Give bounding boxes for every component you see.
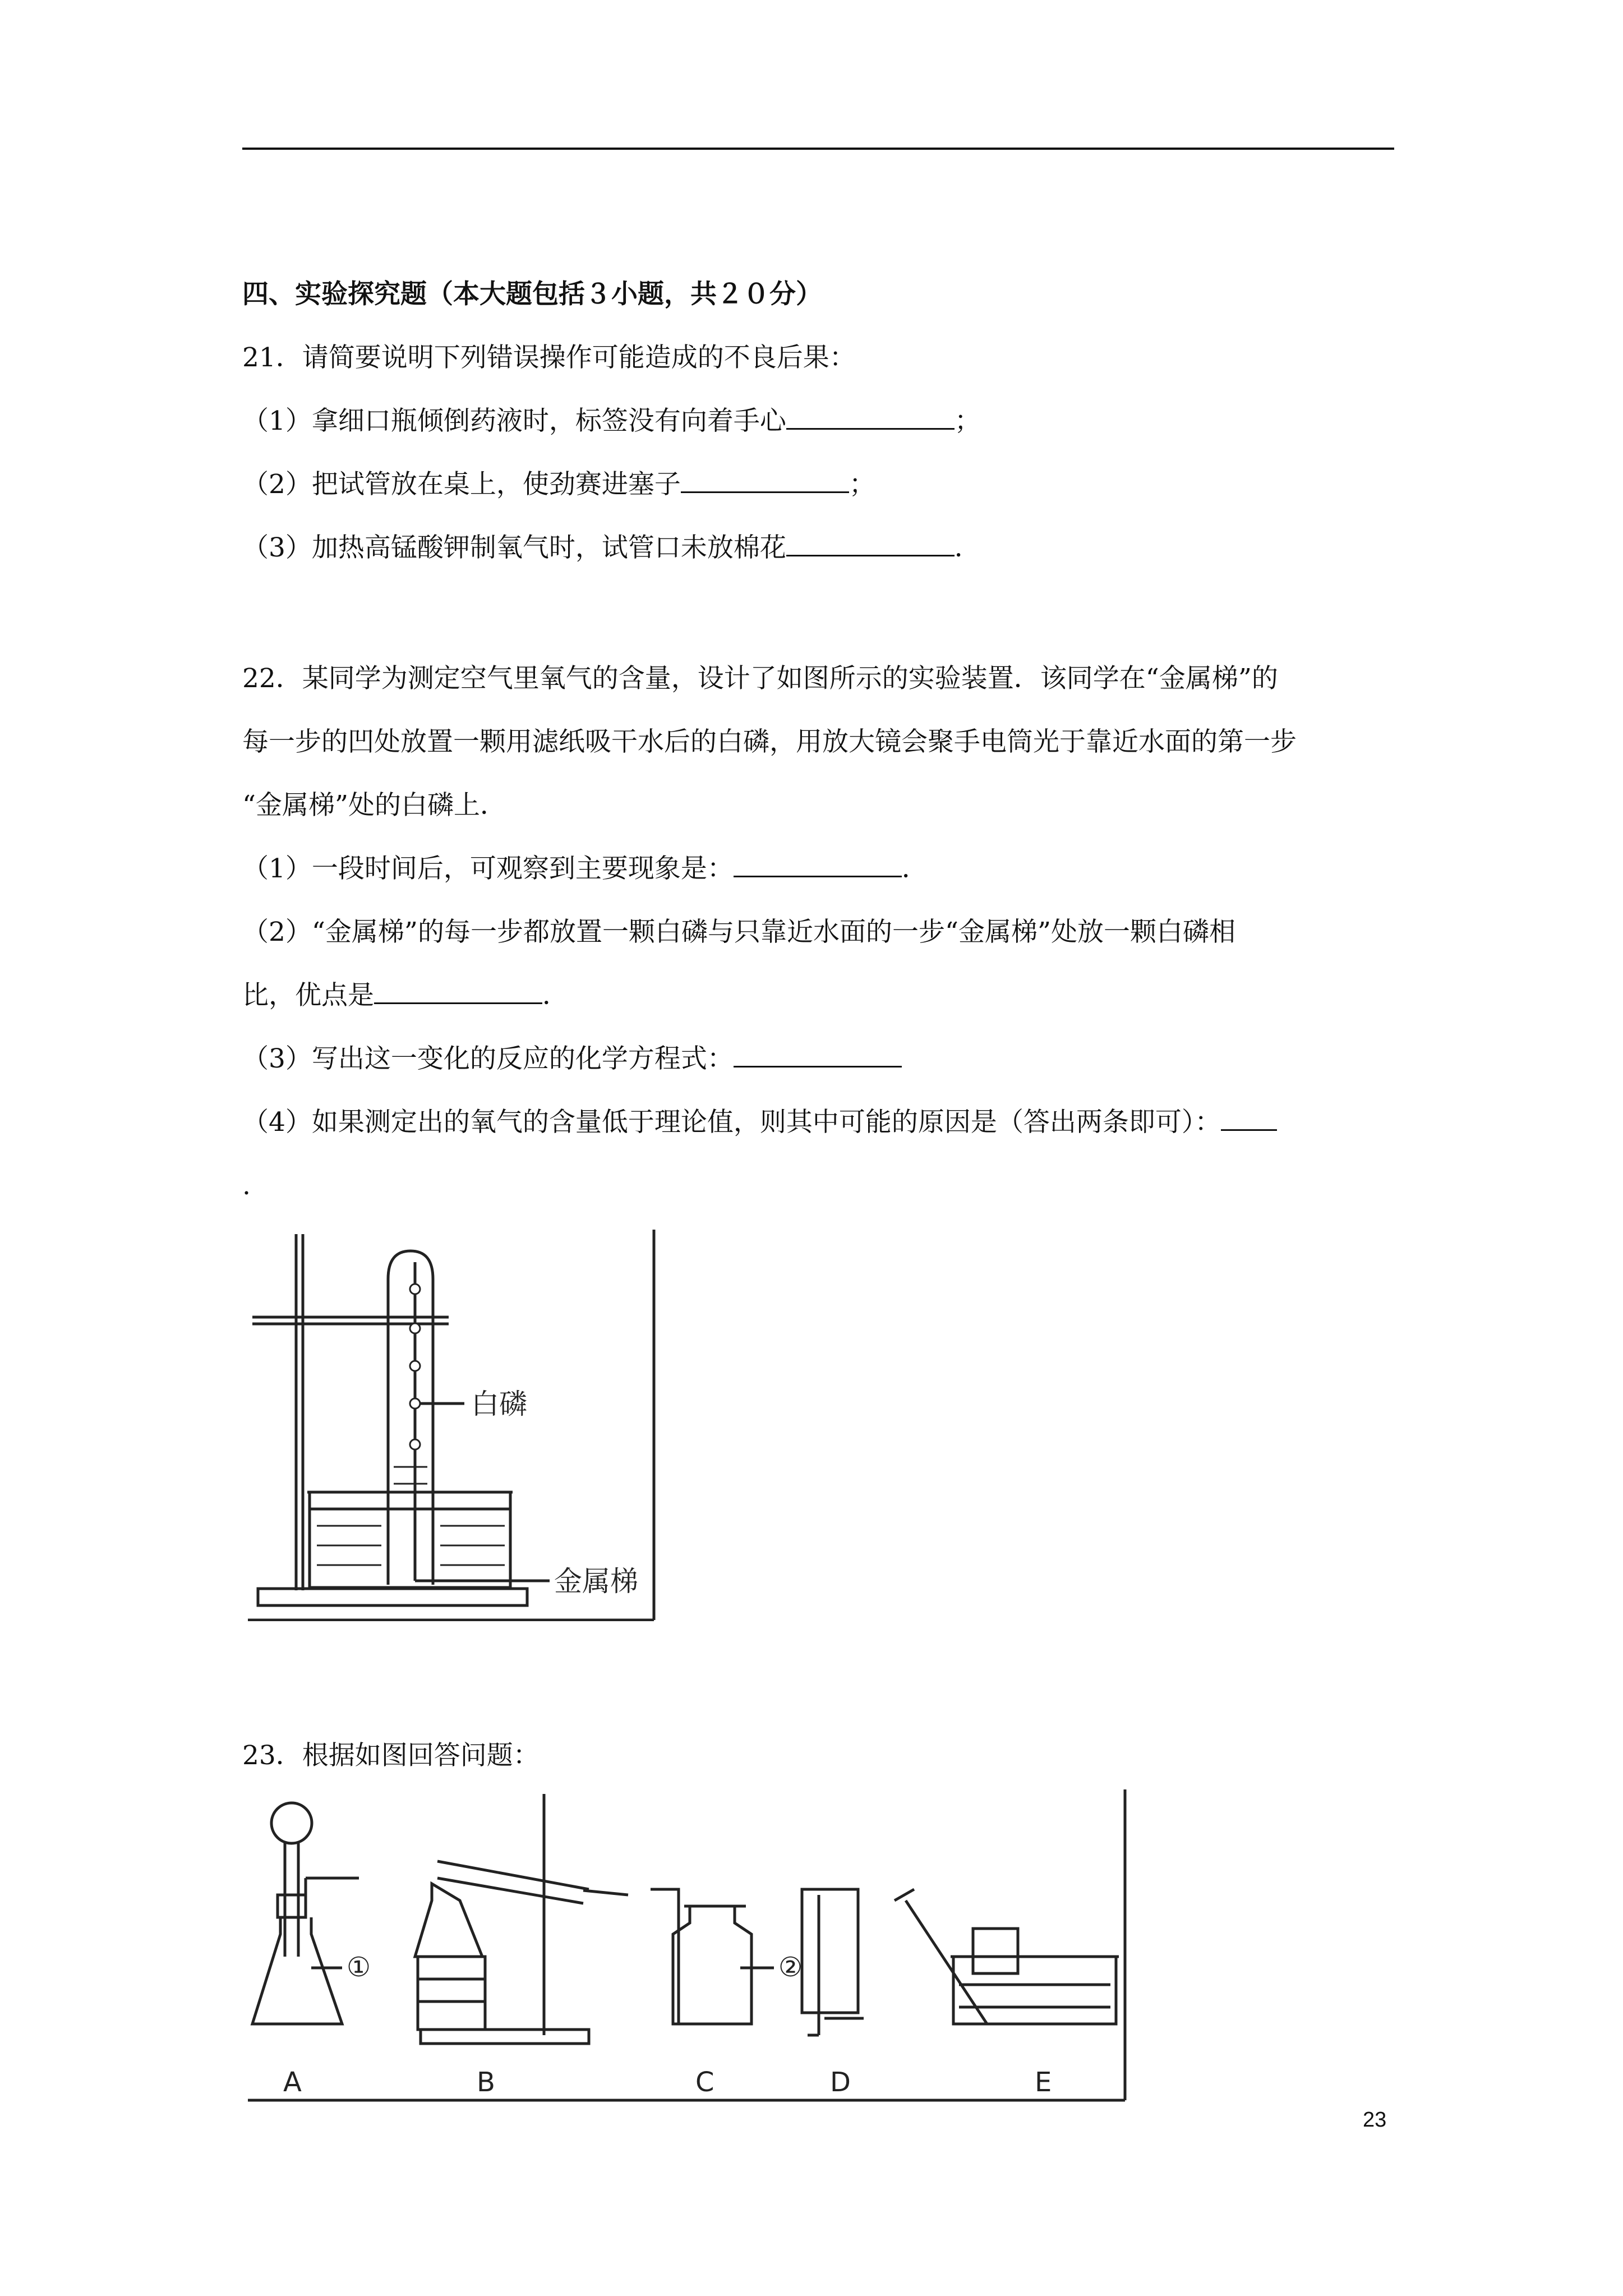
punct: ． xyxy=(901,853,928,884)
punct: ； xyxy=(849,469,875,500)
apparatus-b xyxy=(415,1794,628,2044)
answer-blank[interactable] xyxy=(374,980,542,1004)
apparatus-d xyxy=(802,1889,864,2035)
apparatus-c xyxy=(651,1889,774,2024)
header-rule xyxy=(242,148,1394,150)
punct: ． xyxy=(542,980,569,1011)
q23-apparatus-figure xyxy=(247,1788,1127,2102)
apparatus-e xyxy=(895,1889,1119,2024)
q21-item-2-text: （2）把试管放在桌上，使劲赛进塞子 xyxy=(242,469,681,500)
q21-item-1 xyxy=(242,404,981,438)
q21-stem: 21．请简要说明下列错误操作可能造成的不良后果： xyxy=(242,342,856,373)
q22-stem-line-3: “金属梯”处的白磷上． xyxy=(242,790,507,821)
q21-item-2 xyxy=(242,468,875,501)
q22-item-1-text: （1）一段时间后，可观察到主要现象是： xyxy=(242,853,734,884)
marker-2: ② xyxy=(778,1952,803,1983)
answer-blank[interactable] xyxy=(734,1043,902,1068)
q21-item-3-text: （3）加热高锰酸钾制氧气时，试管口未放棉花 xyxy=(242,532,786,563)
label-e: E xyxy=(1035,2067,1052,2098)
answer-blank[interactable] xyxy=(681,469,849,493)
q22-item-2 xyxy=(242,915,1235,949)
q22-item-2-cont-text: 比，优点是 xyxy=(242,980,374,1011)
q22-stem-line-2: 每一步的凹处放置一颗用滤纸吸干水后的白磷，用放大镜会聚手电筒光于靠近水面的第一步 xyxy=(242,726,1297,757)
answer-blank[interactable] xyxy=(786,406,955,430)
q22-item-2-cont xyxy=(242,979,569,1013)
label-c: C xyxy=(695,2067,714,2098)
punct: ． xyxy=(954,532,981,563)
q21-item-1-text: （1）拿细口瓶倾倒药液时，标签没有向着手心 xyxy=(242,406,786,436)
label-phosphorus: 白磷 xyxy=(471,1388,527,1420)
q22-apparatus-figure xyxy=(247,1228,656,1621)
marker-1: ① xyxy=(347,1952,371,1983)
q22-item-4 xyxy=(242,1106,1277,1139)
q23-stem: 23．根据如图回答问题： xyxy=(242,1740,540,1771)
page-number: 23 xyxy=(1363,2108,1387,2132)
q22-item-1 xyxy=(242,852,928,886)
label-ladder: 金属梯 xyxy=(554,1565,638,1598)
punct: ； xyxy=(954,406,981,436)
answer-blank[interactable] xyxy=(734,853,902,877)
q22-stem-line-1: 22．某同学为测定空气里氧气的含量，设计了如图所示的实验装置．该同学在“金属梯”的 xyxy=(242,663,1278,694)
section-title: 四、实验探究题（本大题包括３小题，共２０分） xyxy=(242,279,822,310)
apparatus-a xyxy=(252,1803,359,2024)
q22-item-4-text: （4）如果测定出的氧气的含量低于理论值，则其中可能的原因是（答出两条即可）： xyxy=(242,1107,1221,1138)
label-b: B xyxy=(477,2067,495,2098)
q22-trailing: . xyxy=(242,1170,251,1201)
answer-blank[interactable] xyxy=(786,532,955,556)
label-d: D xyxy=(830,2067,851,2098)
q22-item-3 xyxy=(242,1042,902,1076)
q22-item-2-text: （2）“金属梯”的每一步都放置一颗白磷与只靠近水面的一步“金属梯”处放一颗白磷相 xyxy=(242,917,1236,947)
q21-item-3 xyxy=(242,531,981,565)
q22-item-3-text: （3）写出这一变化的反应的化学方程式： xyxy=(242,1043,734,1074)
label-a: A xyxy=(283,2067,302,2098)
answer-blank[interactable] xyxy=(1221,1107,1277,1131)
